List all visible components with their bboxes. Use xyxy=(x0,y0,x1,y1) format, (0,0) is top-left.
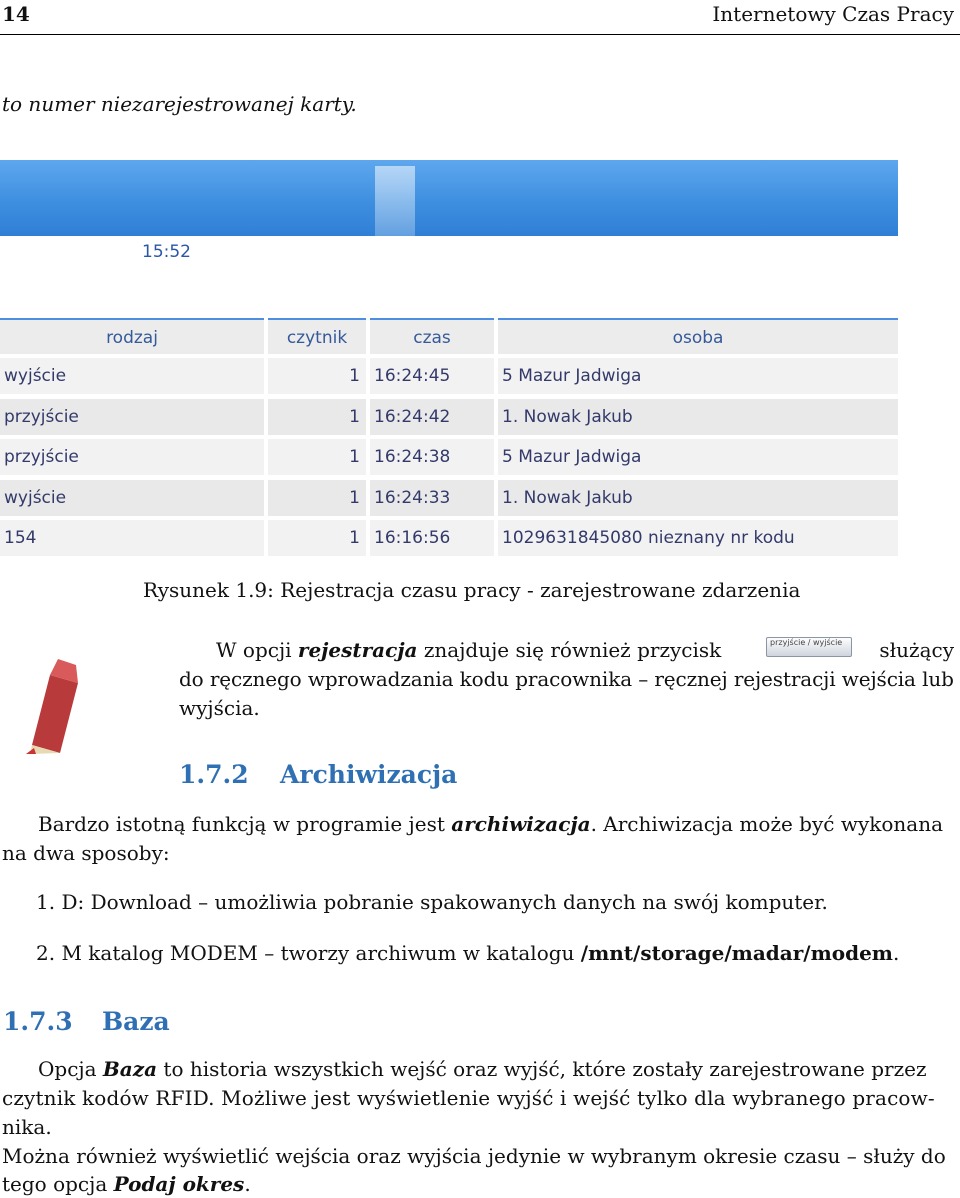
archiwizacja-line-1: Bardzo istotną funkcją w programie jest archiwizacja. Archiwizacja może być wykonana xyxy=(38,812,944,836)
entry-exit-button-image xyxy=(766,636,852,657)
section-title-173: Baza xyxy=(102,1007,170,1036)
archiwizacja-item-1: 1. D: Download – umożliwia pobranie spakowanych danych na swój komputer. xyxy=(36,890,828,914)
screenshot-figure xyxy=(0,160,898,560)
table-cell-czytnik: 1 xyxy=(268,480,366,516)
table-cell-czytnik: 1 xyxy=(268,399,366,435)
baza-line-1: Opcja Baza to historia wszystkich wejść oraz wyjść, które zostały zarejestrowane przez xyxy=(38,1057,927,1081)
figure-caption: Rysunek 1.9: Rejestracja czasu pracy - zarejestrowane zdarzenia xyxy=(143,578,801,602)
table-cell-czas: 16:24:42 xyxy=(370,399,494,435)
banner-highlight xyxy=(375,166,415,236)
table-cell-rodzaj: 154 xyxy=(0,520,264,556)
archiwizacja-line-2: na dwa sposoby: xyxy=(2,841,170,865)
column-header-rodzaj[interactable]: rodzaj xyxy=(0,318,264,354)
running-title: Internetowy Czas Pracy xyxy=(712,2,954,26)
table-cell-czas: 16:24:38 xyxy=(370,439,494,475)
note-line-1-suffix: służący xyxy=(879,638,954,662)
table-cell-czas: 16:16:56 xyxy=(370,520,494,556)
table-cell-rodzaj: przyjście xyxy=(0,399,264,435)
table-cell-czytnik: 1 xyxy=(268,358,366,394)
table-cell-czytnik: 1 xyxy=(268,520,366,556)
column-header-osoba[interactable]: osoba xyxy=(498,318,898,354)
table-cell-rodzaj: wyjście xyxy=(0,480,264,516)
table-cell-osoba: 5 Mazur Jadwiga xyxy=(498,439,898,475)
note-line-2: do ręcznego wprowadzania kodu pracownika – ręcznej rejestracji wejścia lub xyxy=(179,667,954,691)
archiwizacja-item-2: 2. M katalog MODEM – tworzy archiwum w katalogu /mnt/storage/madar/modem. xyxy=(36,941,900,965)
header-rule xyxy=(0,34,960,35)
app-banner xyxy=(0,160,898,236)
note-line-3: wyjścia. xyxy=(179,696,260,720)
table-cell-osoba: 1029631845080 nieznany nr kodu xyxy=(498,520,898,556)
table-cell-rodzaj: przyjście xyxy=(0,439,264,475)
clock-display: 15:52 xyxy=(142,242,191,262)
table-cell-rodzaj: wyjście xyxy=(0,358,264,394)
pencil-icon xyxy=(20,655,90,755)
entry-exit-button-label: przyjście / wyjście xyxy=(766,637,852,657)
baza-line-5: tego opcja Podaj okres. xyxy=(2,1172,251,1196)
section-number-173: 1.7.3 xyxy=(3,1007,73,1036)
table-cell-czytnik: 1 xyxy=(268,439,366,475)
page-number: 14 xyxy=(2,2,30,26)
note-line-1: W opcji rejestracja znajduje się również przycisk xyxy=(216,638,722,662)
baza-line-2: czytnik kodów RFID. Możliwe jest wyświetlenie wyjść i wejść tylko dla wybranego pracow- xyxy=(2,1086,935,1110)
baza-line-3: nika. xyxy=(2,1115,52,1139)
table-cell-osoba: 1. Nowak Jakub xyxy=(498,480,898,516)
table-cell-czas: 16:24:33 xyxy=(370,480,494,516)
section-number-172: 1.7.2 xyxy=(179,760,249,789)
table-cell-osoba: 5 Mazur Jadwiga xyxy=(498,358,898,394)
section-title-172: Archiwizacja xyxy=(280,760,458,789)
column-header-czytnik[interactable]: czytnik xyxy=(268,318,366,354)
baza-line-4: Można również wyświetlić wejścia oraz wyjścia jedynie w wybranym okresie czasu – służy do xyxy=(2,1144,946,1168)
table-cell-czas: 16:24:45 xyxy=(370,358,494,394)
column-header-czas[interactable]: czas xyxy=(370,318,494,354)
table-cell-osoba: 1. Nowak Jakub xyxy=(498,399,898,435)
intro-line: to numer niezarejestrowanej karty. xyxy=(2,92,357,116)
